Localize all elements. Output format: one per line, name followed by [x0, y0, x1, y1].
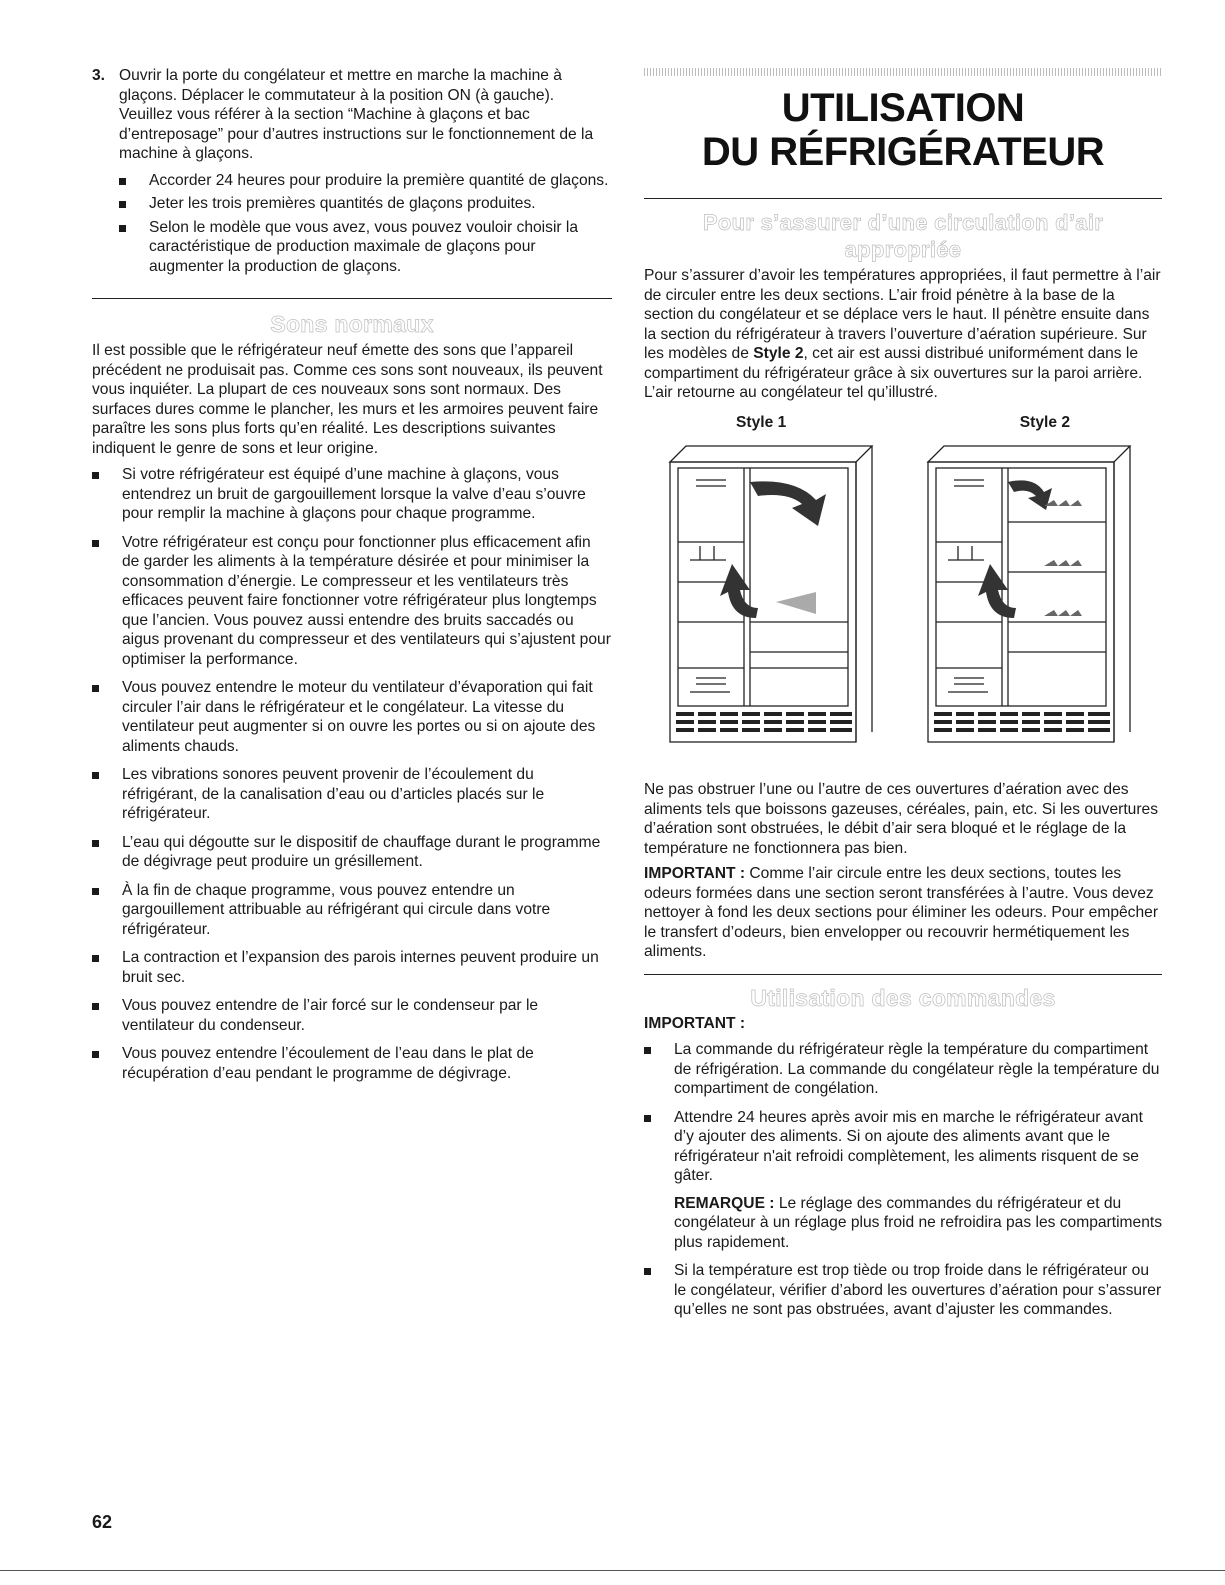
- step-3: [92, 66, 612, 164]
- remarque-note: REMARQUE : Le réglage des commandes du réfrigérateur et du congélateur à un réglage plus froid ne refroidira pas les compartiments plus rapidement.: [674, 1194, 1163, 1251]
- list-item: Vous pouvez entendre de l’air forcé sur le condenseur par le ventilateur du condenseur.: [92, 996, 612, 1035]
- circulation-paragraph: Pour s’assurer d’avoir les températures appropriées, il faut permettre à l’air de circuler entre les deux sections. L’air froid pénètre à la base de la section du congélateur et se déplace vers le haut. Il pénètre ensuite dans la section du réfrigérateur à travers l’ouverture d’aération supérieure. Sur les modèles de Style 2, cet air est aussi distribué uniformément dans le compartiment du réfrigérateur grâce à six ouvertures sur la paroi arrière. L’air retourne au congélateur tel qu’illustré.: [644, 267, 1161, 401]
- airflow-figures: [644, 442, 1162, 772]
- style-labels: [644, 413, 1162, 433]
- circulation-title: Pour s’assurer d’une circulation d’air appropriée: [702, 210, 1104, 262]
- left-column: [92, 66, 612, 1092]
- style-1-label: Style 1: [736, 413, 787, 431]
- list-item: La commande du réfrigérateur règle la température du compartiment de réfrigération. La commande du congélateur règle la température du compartiment de congélation.: [644, 1040, 1162, 1099]
- list-item: À la fin de chaque programme, vous pouvez entendre un gargouillement attribuable au réfrigérant qui circule dans votre réfrigérateur.: [92, 881, 612, 940]
- list-item: Accorder 24 heures pour produire la première quantité de glaçons.: [119, 171, 612, 191]
- step-3-bullets: [119, 171, 612, 277]
- style-2-label: Style 2: [1019, 413, 1070, 431]
- vents-paragraph: Ne pas obstruer l’une ou l’autre de ces ouvertures d’aération avec des aliments tels que boissons gazeuses, céréales, pain, etc. Si les ouvertures d’aération sont obstruées, le débit d’air sera bloqué et le réglage de la température ne fonctionnera pas bien.: [644, 781, 1158, 857]
- list-item: Votre réfrigérateur est conçu pour fonctionner plus efficacement afin de garder les aliments à la température désirée et pour minimiser la consommation d’énergie. Le compresseur et les ventilateurs très efficaces peuvent faire fonctionner votre réfrigérateur plus longtemps que l’ancien. Vous pouvez aussi entendre des bruits saccadés ou aigus provenant du compresseur et des ventilateurs qui s’ajustent pour optimiser la performance.: [92, 533, 612, 670]
- list-item: La contraction et l’expansion des parois internes peuvent produire un bruit sec.: [92, 948, 612, 987]
- sons-bullets: [92, 465, 612, 1083]
- section-divider: [644, 198, 1162, 199]
- commandes-bullets: [644, 1040, 1162, 1320]
- important-paragraph: IMPORTANT : Comme l’air circule entre les deux sections, toutes les odeurs formées dans une section seront transférées à l’autre. Vous devez nettoyer à fond les deux sections pour éliminer les odeurs. Pour empêcher le transfert d’odeurs, bien envelopper ou recouvrir hermétiquement les aliments.: [644, 865, 1159, 960]
- page-title-line-1: UTILISATION: [781, 86, 1025, 130]
- page-number: 62: [92, 1512, 113, 1532]
- right-column: [644, 68, 1162, 1329]
- sons-title: Sons normaux: [270, 311, 434, 337]
- list-item: Les vibrations sonores peuvent provenir de l’écoulement du réfrigérant, de la canalisation d’eau ou d’articles placés sur le réfrigérateur.: [92, 765, 612, 824]
- commandes-important-label: IMPORTANT :: [644, 1014, 746, 1032]
- style-1-airflow-diagram: [666, 442, 876, 772]
- page-title-line-2: DU RÉFRIGÉRATEUR: [701, 130, 1105, 174]
- commandes-title: Utilisation des commandes: [750, 984, 1056, 1011]
- list-item: Selon le modèle que vous avez, vous pouvez vouloir choisir la caractéristique de production maximale de glaçons pour augmenter la production de glaçons.: [119, 218, 612, 277]
- page-bottom-rule: [0, 1570, 1225, 1571]
- list-item: Si votre réfrigérateur est équipé d’une machine à glaçons, vous entendrez un bruit de gargouillement lorsque la valve d’eau s’ouvre pour remplir la machine à glaçons pour chaque programme.: [92, 465, 612, 524]
- list-item: Attendre 24 heures après avoir mis en marche le réfrigérateur avant d’y ajouter des aliments. Si on ajoute des aliments avant que le réfrigérateur n'ait refroidi complètement, les aliments risquent de se gâter. REMARQUE : Le réglage des commandes du réfrigérateur et du congélateur à un réglage plus froid ne refroidira pas les compartiments plus rapidement.: [644, 1108, 1162, 1253]
- list-item: Vous pouvez entendre le moteur du ventilateur d’évaporation qui fait circuler l’air dans le réfrigérateur et le congélateur. La vitesse du ventilateur peut augmenter si on ouvre les portes ou si on ajoute des aliments chauds.: [92, 678, 612, 756]
- list-item: Si la température est trop tiède ou trop froide dans le réfrigérateur ou le congélateur, vérifier d’abord les ouvertures d’aération pour s’assurer qu’elles ne sont pas obstruées, avant d’ajuster les commandes.: [644, 1261, 1162, 1320]
- step-number: 3.: [92, 67, 106, 84]
- sons-intro: Il est possible que le réfrigérateur neuf émette des sons que l’appareil précédent ne produisait pas. Comme ces sons sont nouveaux, ils peuvent vous inquiéter. La plupart de ces nouveaux sons sont normaux. Des surfaces dures comme le plancher, les murs et les armoires peuvent faire paraître les sons plus forts qu’en réalité. Les descriptions suivantes indiquent le genre de sons et leur origine.: [92, 342, 603, 457]
- list-item: L’eau qui dégoutte sur le dispositif de chauffage durant le programme de dégivrage peut produire un grésillement.: [92, 833, 612, 872]
- list-item: Jeter les trois premières quantités de glaçons produites.: [119, 194, 612, 214]
- list-item: Vous pouvez entendre l’écoulement de l’eau dans le plat de récupération d’eau pendant le programme de dégivrage.: [92, 1044, 612, 1083]
- step-3-text: Ouvrir la porte du congélateur et mettre en marche la machine à glaçons. Déplacer le commutateur à la position ON (à gauche). Veuillez vous référer à la section “Machine à glaçons et bac d’entreposage” pour d’autres instructions sur le fonctionnement de la machine à glaçons.: [119, 67, 594, 162]
- header-hatch: [644, 68, 1162, 76]
- section-divider: [92, 298, 612, 299]
- section-divider: [644, 974, 1162, 975]
- style-2-airflow-diagram: [924, 442, 1134, 772]
